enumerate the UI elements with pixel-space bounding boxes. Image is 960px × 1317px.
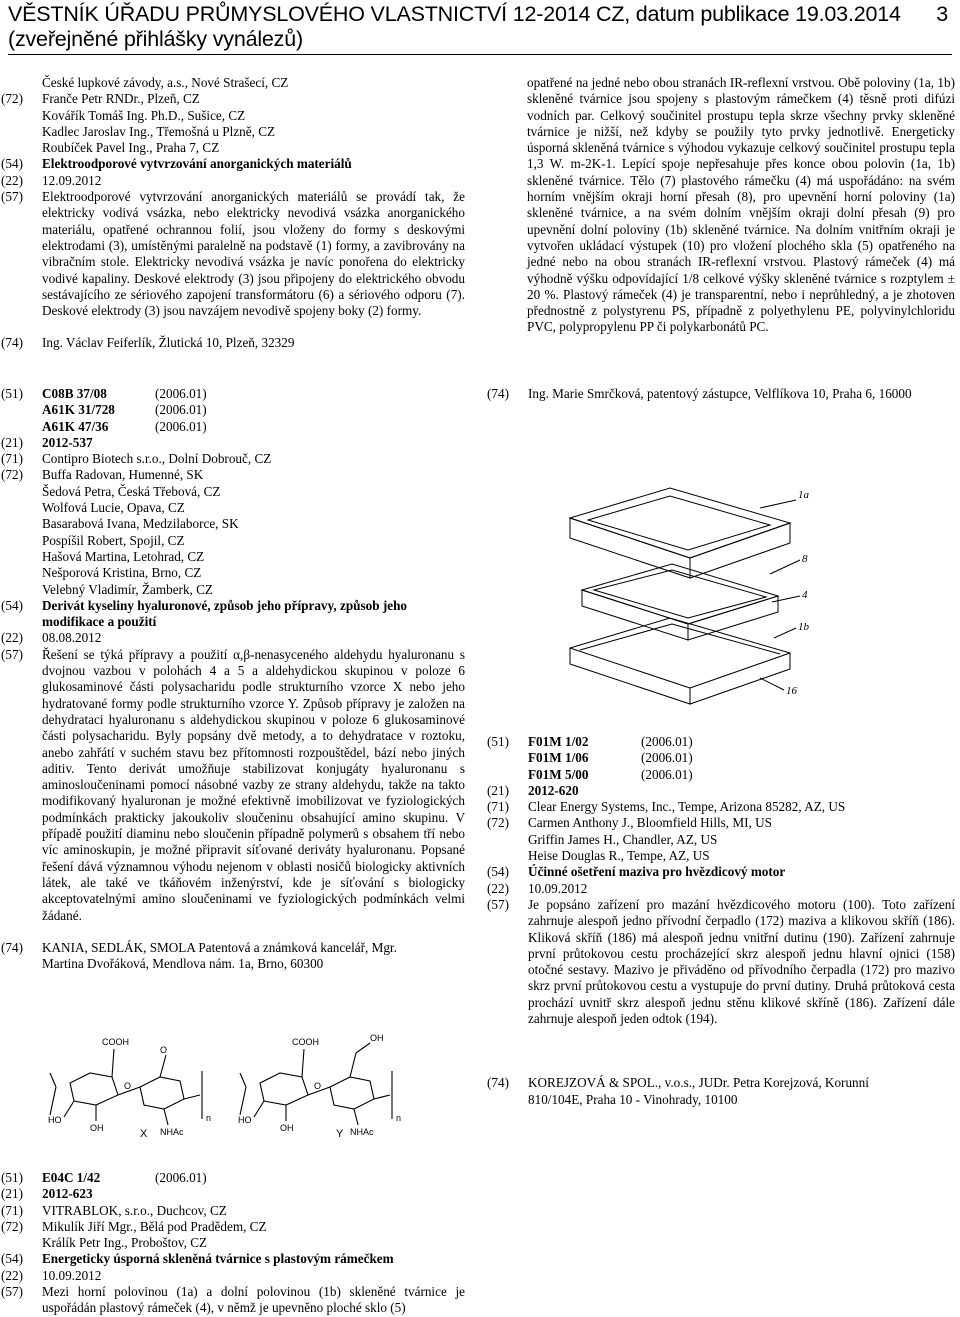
code-74: (74) [1,939,23,955]
applicant: Clear Energy Systems, Inc., Tempe, Arizona 85282, AZ, US [528,799,846,815]
filing-date: 10.09.2012 [42,1267,102,1283]
inventor: Carmen Anthony J., Bloomfield Hills, MI, US [528,815,772,831]
inventor: Griffin James H., Chandler, AZ, US [528,831,718,847]
code-57: (57) [1,1284,23,1300]
code-21: (21) [487,782,509,798]
invention-title: Derivát kyseliny hyaluronové, způsob jeho přípravy, způsob jeho modifikace a použití [42,597,408,630]
class-code: F01M 1/06 [528,750,589,766]
code-57: (57) [1,189,23,205]
classification [42,1170,465,1186]
inventor: Franče Petr RNDr., Plzeň, CZ [42,91,200,107]
code-51: (51) [1,1170,23,1185]
code-54: (54) [1,1251,23,1267]
code-57: (57) [1,646,23,662]
code-71: (71) [1,1202,23,1218]
o-label-y: O [314,1081,322,1091]
ring-y2 [330,1077,374,1109]
chemical-structure-figure [40,1025,440,1140]
oh-label: OH [90,1123,104,1133]
inventor: Pospíšil Robert, Spojil, CZ [42,532,185,548]
code-71: (71) [1,451,23,467]
ho-label-y: HO [238,1115,252,1125]
patent-entry-radial-engine [487,734,955,1108]
code-74: (74) [487,386,509,401]
nh-label: NHAc [160,1127,184,1137]
patent-entry-glass-block-continued [527,75,955,336]
filing-date: 10.09.2012 [528,880,588,896]
abstract: Elektroodporové vytvrzování anorganických materiálů se provádí tak, že elektricky vodivá vsázka, nebo elektricky nevodivá vsázka anorganického materiálu, opatřené ochrannou folií, jsou vloženy do formy s deskovými elektrodami (3), umístěnými paralelně na podstavě (1) formy, a zavibrovány na vibračním stole. Elektricky nevodivá vsázka je navíc ponořena do elektricky vodivé kapaliny. Deskové elektrody (3) jsou připojeny do elektrického obvodu sestávajícího ze sériového zapojení transformátoru (6) a sériového odporu (7). Deskové elektrody (3) jsou navzájem nevodivě spojeny boky (2) formy. [42,189,465,319]
filing-date: 12.09.2012 [42,172,102,188]
inventor: Velebný Vladimír, Žamberk, CZ [42,581,213,597]
code-51: (51) [1,386,23,401]
agent [42,940,465,973]
inventor: Šedová Petra, Česká Třebová, CZ [42,483,221,499]
inventor: Mikulík Jiří Mgr., Bělá pod Pradědem, CZ [42,1218,267,1234]
code-71: (71) [487,799,509,815]
filing-date: 08.08.2012 [42,630,102,646]
application-number: 2012-623 [42,1186,93,1202]
class-version: (2006.01) [641,750,693,766]
page-number: 3 [936,2,948,26]
inventor: Kadlec Jaroslav Ing., Třemošná u Plzně, CZ [42,123,276,139]
patent-entry-glass-block [1,1170,465,1317]
glass-block-figure [560,478,820,710]
inventor: Králík Petr Ing., Proboštov, CZ [42,1235,208,1251]
agent: Ing. Václav Feiferlík, Žlutická 10, Plzeň, 32329 [42,335,295,351]
class-version: (2006.01) [641,734,693,749]
class-version: (2006.01) [155,1170,207,1185]
inventor: Hašová Martina, Letohrad, CZ [42,548,205,564]
abstract: Řešení se týká přípravy a použití α,β-nenasyceného aldehydu hyaluronanu s dvojnou vazbou v polohách 4 a 5 a aldehydickou skupinou v poloze 6 glukosaminové části polysacharidu podle strukturního vzorce X nebo jeho hydratované formy podle strukturního vzorce Y. Způsob přípravy je založen na dehydrataci hyaluronanu s aldehydickou skupinou v poloze 6 glukosaminové části polysacharidu. Byly popsány dvě metody, a to dehydratace v roztoku, anebo zahřátí v suchém stavu bez přítomnosti rozpouštědel, bází nebo jiných aditiv. Tento derivát umožňuje stabilizovat konjugáty hyaluronanu s aminosloučeninami pomocí násobné vazby ze strany aldehydu, takže na takto modifikovaný hyaluronan je možné efektivně imobilizovat ve fyziologických podmínkách prakticky jakoukoliv sloučeninu obsahující amino skupinu. V případě použití diaminu nebo sloučenin případně polymerů s obsahem tří nebo víc aminoskupin, je možné připravit síťované deriváty hyaluronanu. Popsané řešení dává významnou výhodu nejenom v oblasti nosičů biologicky aktivních látek, ale také ve tkáňovém inženýrství, kde je síťování s biologicky akceptovatelnými amino sloučeninami ve fyziologických podmínkách velmi žádané. [42,646,465,923]
code-21: (21) [1,1186,23,1202]
code-72: (72) [487,815,509,831]
label-8: 8 [802,553,808,565]
ho-label: HO [48,1115,62,1125]
o-label: O [124,1081,132,1091]
o2-label: O [160,1045,168,1055]
oh-label-y: OH [280,1123,294,1133]
ring-y1 [260,1073,308,1105]
inventors [42,1219,465,1252]
inventor: Roubíček Pavel Ing., Praha 7, CZ [42,140,220,156]
code-57: (57) [487,896,509,912]
inventors [42,91,465,156]
header-rule [8,54,952,55]
code-72: (72) [1,1218,23,1234]
label-1b: 1b [798,621,809,633]
nh-label-y: NHAc [350,1127,374,1137]
invention-title: Elektroodporové vytvrzování anorganických materiálů [42,156,352,172]
inventor: Wolfová Lucie, Opava, CZ [42,500,185,516]
class-code: E04C 1/42 [42,1170,101,1185]
inventors [528,815,955,864]
class-version: (2006.01) [155,402,207,418]
inventor: Basarabová Ivana, Medzilaborce, SK [42,516,239,532]
abstract-continued: opatřené na jedné nebo obou stranách IR-reflexní vrstvou. Obě poloviny (1a, 1b) skleněné tvárnice jsou spojeny s plastovým rámečkem (4) těsně proti difúzi vodních par. Celkový součinitel prostupu tepla skrze všechny prvky skleněné tvárnice je nižší, než kdyby se použily tyto prvky jednotlivě. Energeticky úsporná skleněná tvárnice s výhodou vykazuje celkový součinitel prostupu tepla 1,3 W. m-2K-1. Lepící spoje nepřesahuje přes konce obou polovin (1a, 1b) skleněné tvárnice. Tělo (7) plastového rámečku (4) má uspořádáno: na svém horním vnějším okraji horní přesah (8), pro upevnění horní poloviny (1a) skleněné tvárnice, a na svém dolním vnějším okraji dolní přesah (9) pro upevnění dolní poloviny (1b) skleněné tvárnice. Na dolním vnitřním okraji je vytvořen ukládací výstupek (10) pro vložení plochého skla (5) opatřeného na jedné nebo na obou stranách IR-reflexní vrstvou. Plastový rámeček (4) má výhodně výšku odpovídající 1/8 celkové výšky skleněné tvárnice s rozptylem ± 20 %. Plastový rámeček (4) je transparentní, nebo i neprůhledný, a je zhotoven přednostně z polystyrenu PS, případně z polyethylenu PE, polyvinylchloridu PVC, polypropylenu PP či polykarbonátů PC. [527,75,955,335]
code-22: (22) [487,880,509,896]
code-22: (22) [1,630,23,646]
abstract: Mezi horní polovinou (1a) a dolní polovinou (1b) skleněné tvárnice je uspořádán plastový rámeček (4), v němž je upevněno ploché sklo (5) [42,1284,465,1316]
page-header [8,2,952,52]
label-16: 16 [786,685,797,697]
invention-title: Energeticky úsporná skleněná tvárnice s plastovým rámečkem [42,1251,394,1267]
cooh-label: COOH [102,1037,129,1047]
classification [42,386,465,435]
inventor: Nešporová Kristina, Brno, CZ [42,565,202,581]
code-21: (21) [1,434,23,450]
classification [528,734,955,783]
class-code: F01M 5/00 [528,766,589,782]
code-22: (22) [1,172,23,188]
cooh-label-y: COOH [292,1037,319,1047]
code-74: (74) [1,335,23,351]
n-label: n [206,1113,212,1123]
agent-line: KANIA, SEDLÁK, SMOLA Patentová a známková kancelář, Mgr. [42,939,397,955]
structure-y-label: Y [336,1128,344,1140]
patent-entry-elektroodporove [1,75,465,352]
applicant: VITRABLOK, s.r.o., Duchcov, CZ [42,1202,227,1218]
inventor: Heise Douglas R., Tempe, AZ, US [528,848,710,864]
oh2-label-y: OH [370,1033,384,1043]
code-51: (51) [487,734,509,749]
applicant: Contipro Biotech s.r.o., Dolní Dobrouč, CZ [42,451,272,467]
class-version: (2006.01) [155,386,207,401]
ring-x1 [70,1073,118,1105]
code-72: (72) [1,467,23,483]
n-label-y: n [396,1113,402,1123]
class-code: A61K 47/36 [42,418,109,434]
header-title: VĚSTNÍK ÚŘADU PRŮMYSLOVÉHO VLASTNICTVÍ 12-2014 CZ, datum publikace 19.03.2014 [8,2,901,26]
code-54: (54) [1,156,23,172]
application-number: 2012-537 [42,434,93,450]
inventor: Buffa Radovan, Humenné, SK [42,467,204,483]
inventor: Kovářík Tomáš Ing. Ph.D., Sušice, CZ [42,107,246,123]
applicant-continued: České lupkové závody, a.s., Nové Strašecí, CZ [42,75,289,90]
application-number: 2012-620 [528,782,579,798]
agent-line: 810/104E, Praha 10 - Vinohrady, 10100 [528,1091,738,1107]
code-22: (22) [1,1267,23,1283]
structure-x-label: X [140,1128,148,1140]
code-74: (74) [487,1075,509,1091]
class-code: C08B 37/08 [42,386,107,401]
agent [528,1075,955,1108]
class-version: (2006.01) [155,418,207,434]
label-4: 4 [802,589,808,601]
agent: Ing. Marie Smrčková, patentový zástupce, Velflíkova 10, Praha 6, 16000 [528,386,912,401]
code-54: (54) [487,864,509,880]
ring-x2 [140,1077,184,1109]
code-72: (72) [1,91,23,107]
header-subtitle: (zveřejněné přihlášky vynálezů) [8,27,303,51]
class-version: (2006.01) [641,766,693,782]
inventors [42,467,465,597]
agent-line: Martina Dvořáková, Mendlova nám. 1a, Brno, 60300 [42,956,324,972]
class-code: A61K 31/728 [42,402,115,418]
agent-glass-block [487,386,955,402]
agent-line: KOREJZOVÁ & SPOL., v.o.s., JUDr. Petra Korejzová, Korunní [528,1075,869,1091]
label-1a: 1a [798,489,809,501]
patent-entry-hyaluronan [1,386,465,972]
class-code: F01M 1/02 [528,734,589,749]
abstract: Je popsáno zařízení pro mazání hvězdicového motoru (100). Toto zařízení zahrnuje alespoň jedno přívodní čerpadlo (172) maziva a klikovou skříň (186). Kliková skříň (186) má alespoň jednu vnitřní dutinu (190). Zařízení zahrnuje první průtokovou cestu procházející skrz alespoň jednu hlavní ojnici (158) otočné sestavy. Mazivo je přiváděno od přívodního čerpadla (172) pro mazivo skrz první průtokovou cestu a vystupuje do první dutiny. Druhá průtoková cesta prochází uvnitř skrz alespoň jednu stěnu klikové skříně (186). Zařízení dále zahrnuje alespoň jeden odtok (194). [528,896,955,1027]
code-54: (54) [1,597,23,613]
invention-title: Účinné ošetření maziva pro hvězdicový motor [528,864,786,880]
